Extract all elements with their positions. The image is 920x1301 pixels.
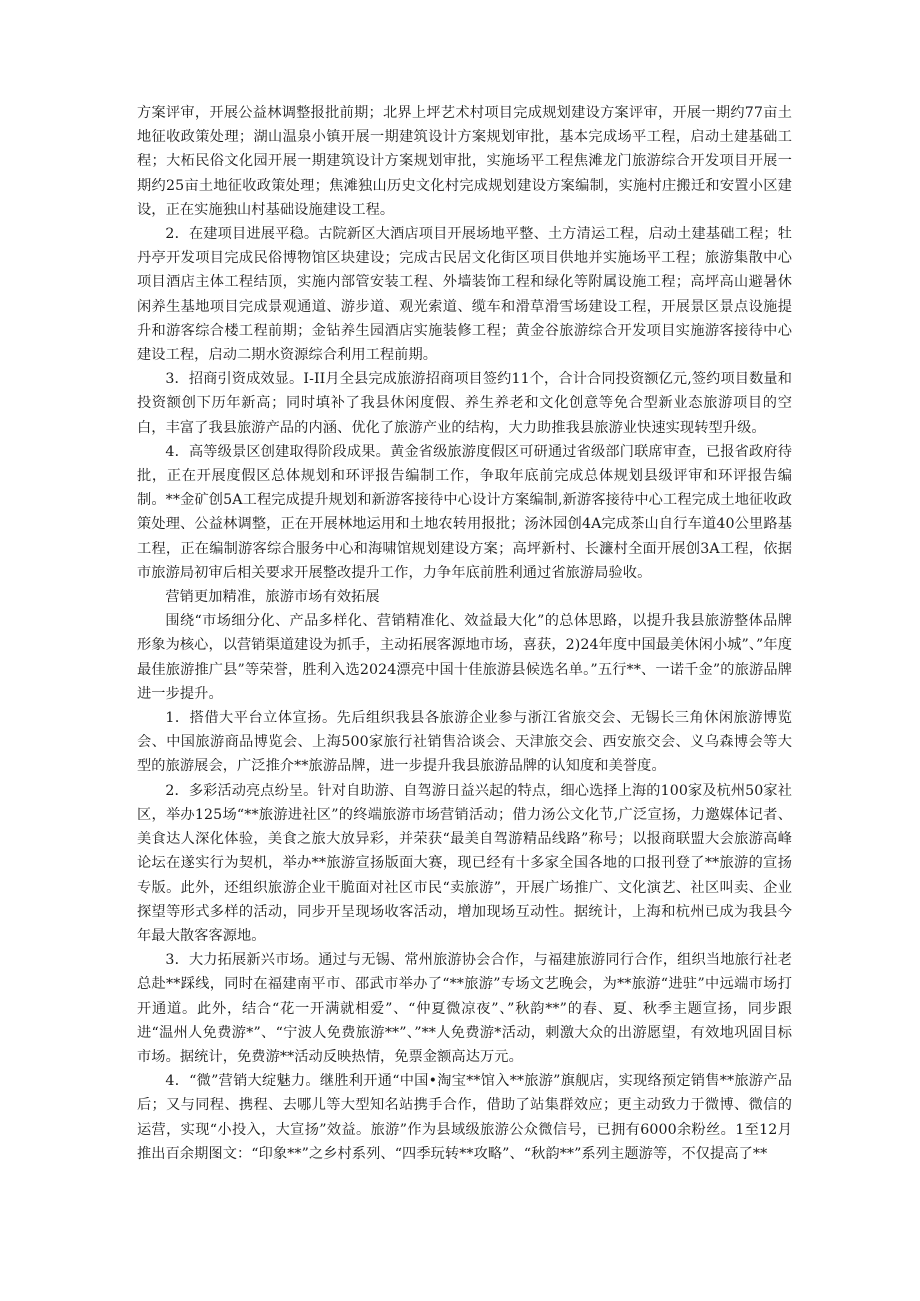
section-heading: 营销更加精准，旅游市场有效拓展 — [165, 589, 380, 606]
paragraph-4: 4．高等级景区创建取得阶段成果。黄金省级旅游度假区可研通过省级部门联席审查，已报省政府待批，正在开展度假区总体规划和环评报告编制工作，争取年底前完成总体规划县级评审和环评报告编制。**金矿创5A工程完成提升规划和新游客接待中心设计方案编制,新游客接待中心工程完成土地征收政策处理、公益林调整，正在开展林地运用和土地农转用报批；汤沐园创4A完成茶山自行车道40公里路基工程，正在编制游客综合服务中心和海啸馆规划建设方案；高坪新村、长濂村全面开展创3A工程，依据市旅游局初审后相关要求开展整改提升工作，力争年底前胜利通过省旅游局验收。 — [137, 443, 792, 581]
paragraph-3: 3．招商引资成效显。I-II月全县完成旅游招商项目签约11个，合计合同投资额亿元,签约项目数量和投资额创下历年新高；同时填补了我县休闲度假、养生养老和文化创意等免合型新业态旅游项目的空白，丰富了我县旅游产品的内涵、优化了旅游产业的结构，大力助推我县旅游业快速实现转型升级。 — [137, 371, 792, 436]
paragraph-8: 3．大力拓展新兴市场。通过与无锡、常州旅游协会合作，与福建旅游同行合作，组织当地旅行社老总赴**踩线，同时在福建南平市、邵武市举办了“**旅游”专场文艺晚会，为**旅游“进驻”中远端市场打开通道。此外，结合“花一开满就相爱”、“仲夏微凉夜”、”秋韵**”的春、夏、秋季主题宣扬，同步跟进“温州人免费游*”、“宁波人免费旅游**”、”**人免费游*活动，刺激大众的出游愿望，有效地巩固目标市场。据统计，免费游**活动反映热情，免票金额高达万元。 — [137, 952, 792, 1065]
paragraph-9: 4．“微”营销大绽魅力。继胜利开通“中国•淘宝**馆入**旅游”旗舰店，实现络预定销售**旅游产品后；又与同程、携程、去哪儿等大型知名站携手合作，借助了站集群效应；更主动致力于微博、微信的运营，实现“小投入，大宣扬”效益。旅游”作为县域级旅游公众微信号，已拥有6000余粉丝。1至12月推出百余期图文：“印象**”之乡村系列、“四季玩转**攻略”、“秋韵**”系列主题游等，不仅提高了** — [137, 1073, 792, 1162]
paragraph-2: 2．在建项目进展平稳。古院新区大酒店项目开展场地平整、土方清运工程，启动土建基础工程；牡丹亭开发项目完成民俗博物馆区块建设；完成古民居文化街区项目供地并实施场平工程；旅游集散中心项目酒店主体工程结顶，实施内部管安装工程、外墙装饰工程和绿化等附属设施工程；高坪高山避暑休闲养生基地项目完成景观通道、游步道、观光索道、缆车和滑草滑雪场建设工程，开展景区景点设施提升和游客综合楼工程前期；金钻养生园酒店实施装修工程；黄金谷旅游综合开发项目实施游客接待中心建设工程，启动二期水资源综合利用工程前期。 — [137, 226, 792, 364]
paragraph-1: 方案评审，开展公益林调整报批前期；北界上坪艺术村项目完成规划建设方案评审，开展一期约77亩土地征收政策处理；湖山温泉小镇开展一期建筑设计方案规划审批，基本完成场平工程，启动土建基础工程；大柘民俗文化园开展一期建筑设计方案规划审批，实施场平工程焦滩龙门旅游综合开发项目开展一期约25亩土地征收政策处理；焦滩独山历史文化村完成规划建设方案编制，实施村庄搬迁和安置小区建设，正在实施独山村基础设施建设工程。 — [137, 105, 792, 218]
document-page — [137, 101, 792, 1166]
paragraph-5: 围绕“市场细分化、产品多样化、营销精准化、效益最大化”的总体思路，以提升我县旅游整体品牌形象为核心，以营销渠道建设为抓手，主动拓展客源地市场，喜获，2)24年度中国最美休闲小城”、”年度最佳旅游推广县”等荣誉，胜利入选2024漂亮中国十佳旅游县候选名单。”五行**、一诺千金”的旅游品牌进一步提升。 — [137, 613, 792, 702]
paragraph-6: 1．搭借大平台立体宣扬。先后组织我县各旅游企业参与浙江省旅交会、无锡长三角休闲旅游博览会、中国旅游商品博览会、上海500家旅行社销售洽谈会、天津旅交会、西安旅交会、义乌森博会等大型的旅游展会，广泛推介**旅游品牌，进一步提升我县旅游品牌的认知度和美誉度。 — [137, 710, 792, 775]
paragraph-7: 2．多彩活动亮点纷呈。针对自助游、自驾游日益兴起的特点，细心选择上海的100家及杭州50家社区，举办125场“**旅游进社区”的终端旅游市场营销活动；借力汤公文化节,广泛宣扬，力邀媒体记者、美食达人深化体验，美食之旅大放异彩，并荣获“最美自驾游精品线路”称号；以报商联盟大会旅游高峰论坛在遂实行为契机，举办**旅游宣扬版面大赛，现已经有十多家全国各地的口报刊登了**旅游的宣扬专版。此外，还组织旅游企业干脆面对社区市民“卖旅游”，开展广场推广、文化演艺、社区叫卖、企业探望等形式多样的活动，同步开呈现场收客活动，增加现场互动性。据统计，上海和杭州已成为我县今年最大散客客源地。 — [137, 782, 792, 944]
